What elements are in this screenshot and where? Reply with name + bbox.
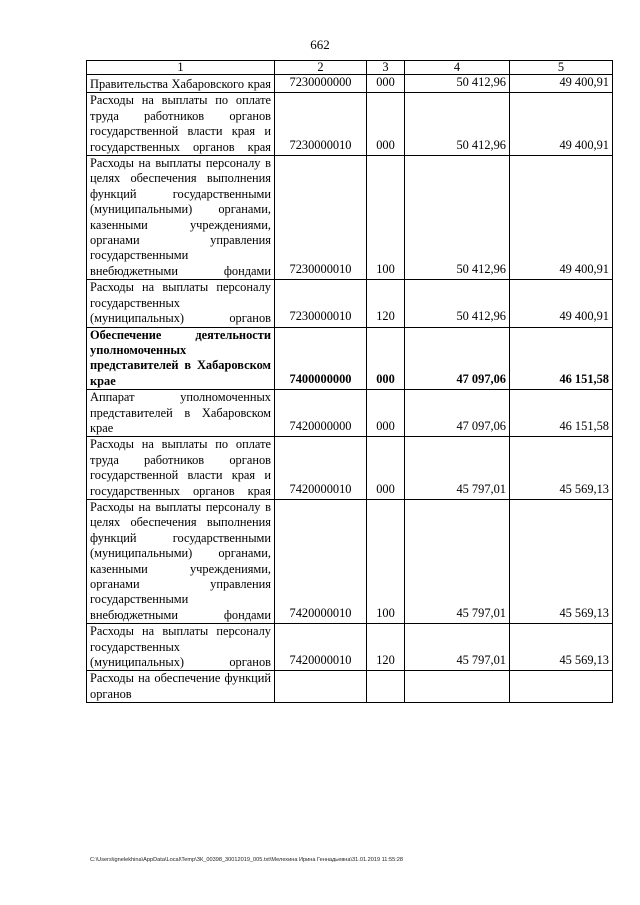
budget-table: [86, 60, 613, 703]
row-name-cell: Расходы на обеспечение функций органов: [87, 671, 275, 703]
row-value-2019-cell: 47 097,06: [405, 390, 510, 437]
row-expense-type-cell: 120: [367, 280, 405, 327]
table-row: [87, 437, 613, 500]
row-name-cell: Расходы на выплаты персоналу в целях обеспечения выполнения функций государственными (муниципальными) органами, казенными учреждениями, органами управления государственными внебюджетными фондами: [87, 499, 275, 623]
row-name-cell: Расходы на выплаты персоналу государственных (муниципальных) органов: [87, 624, 275, 671]
row-expense-type-cell: 000: [367, 75, 405, 93]
row-value-2019-cell: 50 412,96: [405, 280, 510, 327]
row-name-cell: Расходы на выплаты по оплате труда работников органов государственной власти края и государственных органов края: [87, 437, 275, 500]
column-header: 4: [405, 61, 510, 75]
column-header: 1: [87, 61, 275, 75]
row-code-cell: 7420000000: [275, 390, 367, 437]
row-value-2019-cell: 45 797,01: [405, 499, 510, 623]
row-value-2020-cell: 45 569,13: [510, 624, 613, 671]
row-value-2020-cell: 49 400,91: [510, 156, 613, 280]
file-path-footer: C:\Users\ignelekhina\AppData\Local\Temp\ЗК_00398_30012019_005.txt\Мелехина Ирина Геннадьевна\31.01.2019 11:55:28: [90, 857, 403, 863]
table-header-row: [87, 61, 613, 75]
row-value-2019-cell: 45 797,01: [405, 624, 510, 671]
row-value-2019-cell: [405, 671, 510, 703]
row-value-2019-cell: 47 097,06: [405, 327, 510, 390]
row-expense-type-cell: 000: [367, 390, 405, 437]
row-value-2019-cell: 50 412,96: [405, 75, 510, 93]
row-value-2020-cell: [510, 671, 613, 703]
row-name-cell: Расходы на выплаты по оплате труда работников органов государственной власти края и государственных органов края: [87, 93, 275, 156]
row-value-2020-cell: 49 400,91: [510, 280, 613, 327]
row-code-cell: 7400000000: [275, 327, 367, 390]
row-value-2020-cell: 49 400,91: [510, 75, 613, 93]
row-expense-type-cell: 000: [367, 327, 405, 390]
row-code-cell: 7230000010: [275, 156, 367, 280]
row-value-2019-cell: 50 412,96: [405, 93, 510, 156]
row-expense-type-cell: 000: [367, 437, 405, 500]
row-name-cell: Правительства Хабаровского края: [87, 75, 275, 93]
table-row: [87, 156, 613, 280]
row-expense-type-cell: 120: [367, 624, 405, 671]
row-name-cell: Расходы на выплаты персоналу в целях обеспечения выполнения функций государственными (муниципальными) органами, казенными учреждениями, органами управления государственными внебюджетными фондами: [87, 156, 275, 280]
table-row: [87, 624, 613, 671]
row-code-cell: 7230000010: [275, 280, 367, 327]
row-expense-type-cell: [367, 671, 405, 703]
row-value-2020-cell: 45 569,13: [510, 499, 613, 623]
table-row: [87, 499, 613, 623]
table-row: [87, 93, 613, 156]
table-row: [87, 327, 613, 390]
table-row: [87, 390, 613, 437]
table-row: [87, 280, 613, 327]
table-row: [87, 671, 613, 703]
row-value-2019-cell: 50 412,96: [405, 156, 510, 280]
row-name-cell: Расходы на выплаты персоналу государственных (муниципальных) органов: [87, 280, 275, 327]
column-header: 3: [367, 61, 405, 75]
row-code-cell: [275, 671, 367, 703]
row-value-2020-cell: 45 569,13: [510, 437, 613, 500]
row-expense-type-cell: 100: [367, 499, 405, 623]
table-row: [87, 75, 613, 93]
row-value-2020-cell: 46 151,58: [510, 327, 613, 390]
row-code-cell: 7420000010: [275, 499, 367, 623]
row-name-cell: Обеспечение деятельности уполномоченных представителей в Хабаровском крае: [87, 327, 275, 390]
row-code-cell: 7420000010: [275, 437, 367, 500]
column-header: 2: [275, 61, 367, 75]
column-header: 5: [510, 61, 613, 75]
row-value-2019-cell: 45 797,01: [405, 437, 510, 500]
row-expense-type-cell: 100: [367, 156, 405, 280]
row-value-2020-cell: 46 151,58: [510, 390, 613, 437]
row-code-cell: 7420000010: [275, 624, 367, 671]
row-code-cell: 7230000000: [275, 75, 367, 93]
page-number: 662: [310, 37, 330, 52]
row-value-2020-cell: 49 400,91: [510, 93, 613, 156]
row-expense-type-cell: 000: [367, 93, 405, 156]
row-name-cell: Аппарат уполномоченных представителей в Хабаровском крае: [87, 390, 275, 437]
row-code-cell: 7230000010: [275, 93, 367, 156]
